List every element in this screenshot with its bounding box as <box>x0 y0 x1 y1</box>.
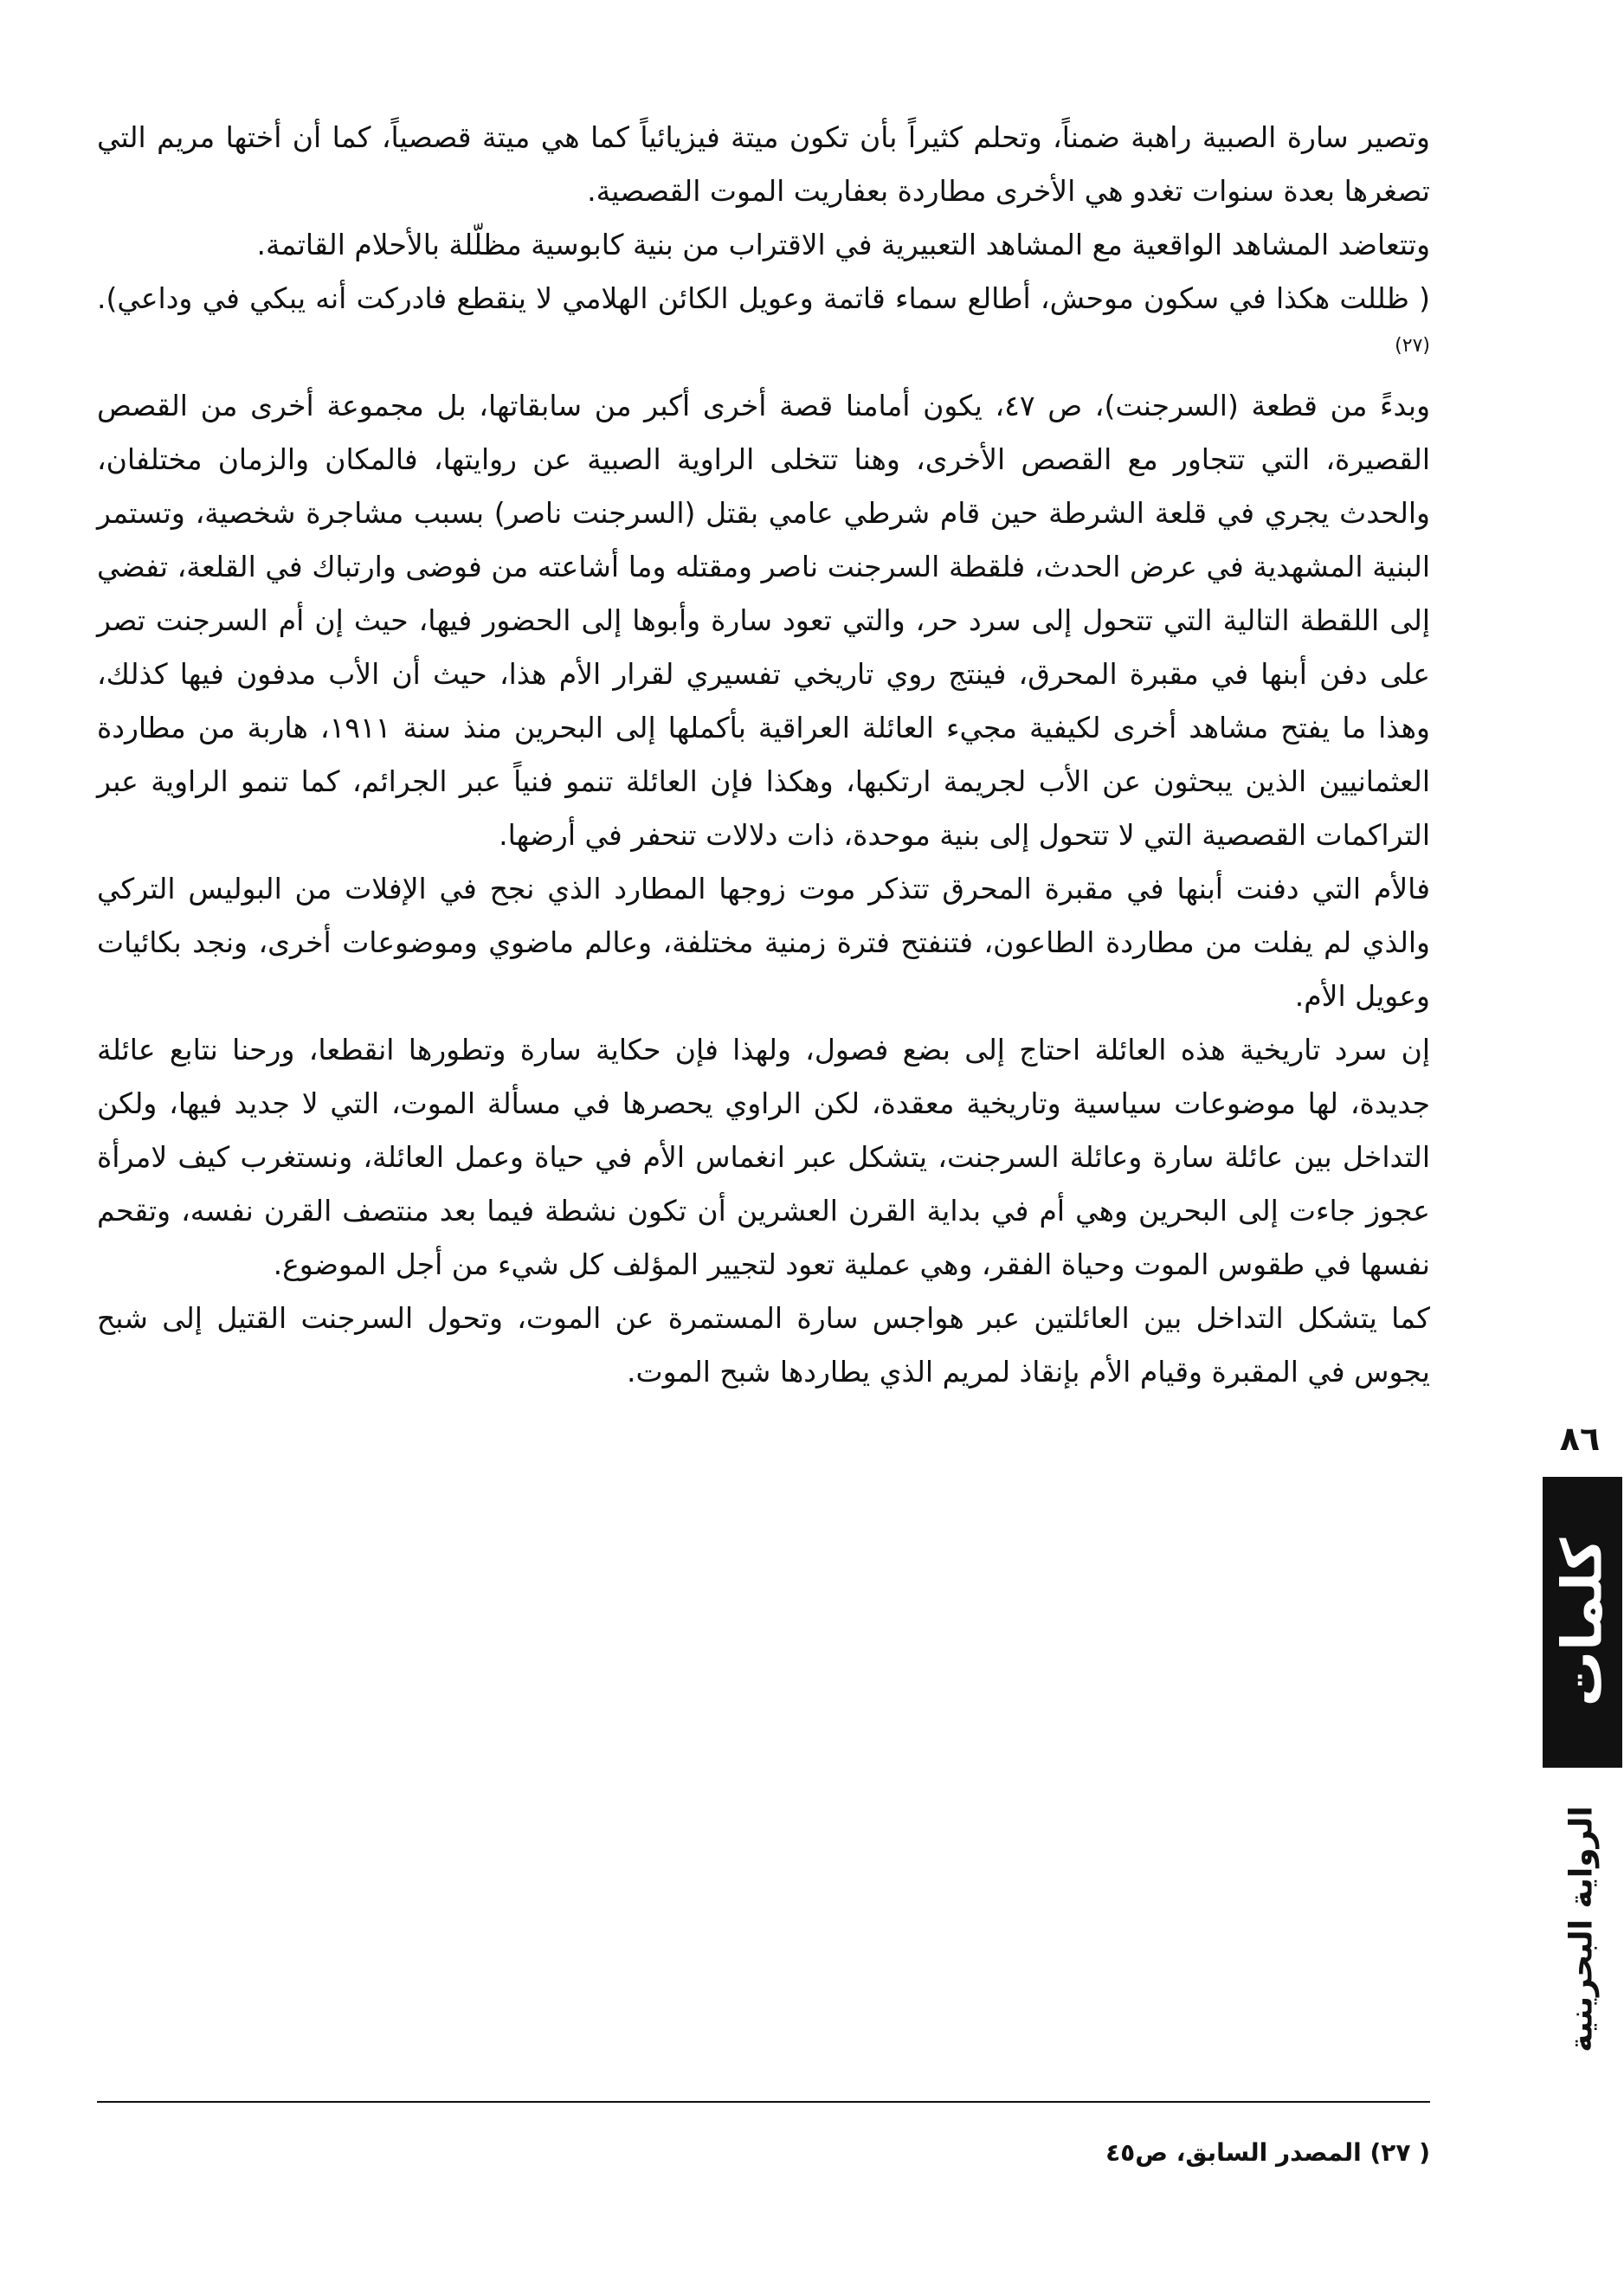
paragraph: وتصير سارة الصبية راهبة ضمناً، وتحلم كثيراً بأن تكون ميتة فيزيائياً كما هي ميتة قصصياً، كما أن أختها مريم التي تصغرها بعدة سنوات تغدو هي الأخرى مطاردة بعفاريت الموت القصصية. <box>97 120 1430 208</box>
paragraph: فالأم التي دفنت أبنها في مقبرة المحرق تتذكر موت زوجها المطارد الذي نجح في الإفلات من البوليس التركي والذي لم يفلت من مطاردة الطاعون، فتنفتح فترة زمنية مختلفة، وعالم ماضوي وموضوعات أخرى، ونجد بكائيات وعويل الأم. <box>97 872 1430 1013</box>
masthead-logo-text: كلمات <box>1550 1537 1614 1707</box>
paragraph: وبدءً من قطعة (السرجنت)، ص ٤٧، يكون أمامنا قصة أخرى أكبر من سابقاتها، بل مجموعة أخرى من القصص القصيرة، التي تتجاور مع القصص الأخرى، وهنا تتخلى الراوية الصبية عن روايتها، فالمكان والزمان مختلفان، والحدث يجري في قلعة الشرطة حين قام شرطي عامي بقتل (السرجنت ناصر) بسبب مشاجرة شخصية، وتستمر البنية المشهدية في عرض الحدث، فلقطة السرجنت ناصر ومقتله وما أشاعته من فوضى وارتباك في القلعة، تفضي إلى اللقطة التالية التي تتحول إلى سرد حر، والتي تعود سارة وأبوها إلى الحضور فيها، حيث إن أم السرجنت تصر على دفن أبنها في مقبرة المحرق، فينتج روي تاريخي تفسيري لقرار الأم هذا، حيث أن الأب مدفون فيها كذلك، وهذا ما يفتح مشاهد أخرى لكيفية مجيء العائلة العراقية بأكملها إلى البحرين منذ سنة ١٩١١، هاربة من مطاردة العثمانيين الذين يبحثون عن الأب لجريمة ارتكبها، وهكذا فإن العائلة تنمو فنياً عبر الجرائم، كما تنمو الراوية عبر التراكمات القصصية التي لا تتحول إلى بنية موحدة، ذات دلالات تنحفر في أرضها. <box>97 389 1431 852</box>
paragraph: كما يتشكل التداخل بين العائلتين عبر هواجس سارة المستمرة عن الموت، وتحول السرجنت القتيل إلى شبح يجوس في المقبرة وقيام الأم بإنقاذ لمريم الذي يطاردها شبح الموت. <box>97 1301 1430 1389</box>
footnote-reference[interactable]: (٢٧) <box>1395 335 1430 357</box>
quote-text: ( ظللت هكذا في سكون موحش، أطالع سماء قاتمة وعويل الكائن الهلامي لا ينقطع فادركت أنه يبكي في وداعي). <box>97 281 1430 315</box>
footnote: ( ٢٧) المصدر السابق، ص٤٥ <box>1105 2138 1430 2167</box>
footnote-divider <box>97 2101 1430 2103</box>
magazine-masthead <box>1543 1477 1622 1768</box>
page-number: ٨٦ <box>1559 1420 1601 1458</box>
body-text <box>97 111 1430 1399</box>
block-quote <box>97 272 1430 379</box>
running-title <box>1539 1799 1624 2059</box>
running-title-text: الرواية البحرينية <box>1563 1805 1600 2053</box>
paragraph: وتتعاضد المشاهد الواقعية مع المشاهد التعبيرية في الاقتراب من بنية كابوسية مظلّلة بالأحلام القاتمة. <box>256 228 1430 261</box>
paragraph: إن سرد تاريخية هذه العائلة احتاج إلى بضع فصول، ولهذا فإن حكاية سارة وتطورها انقطعا، ورحنا نتابع عائلة جديدة، لها موضوعات سياسية وتاريخية معقدة، لكن الراوي يحصرها في مسألة الموت، التي لا جديد فيها، ولكن التداخل بين عائلة سارة وعائلة السرجنت، يتشكل عبر انغماس الأم في حياة وعمل العائلة، ونستغرب كيف لامرأة عجوز جاءت إلى البحرين وهي أم في بداية القرن العشرين أن تكون نشطة فيما بعد منتصف القرن نفسه، وتقحم نفسها في طقوس الموت وحياة الفقر، وهي عملية تعود لتجيير المؤلف كل شيء من أجل الموضوع. <box>97 1033 1430 1281</box>
